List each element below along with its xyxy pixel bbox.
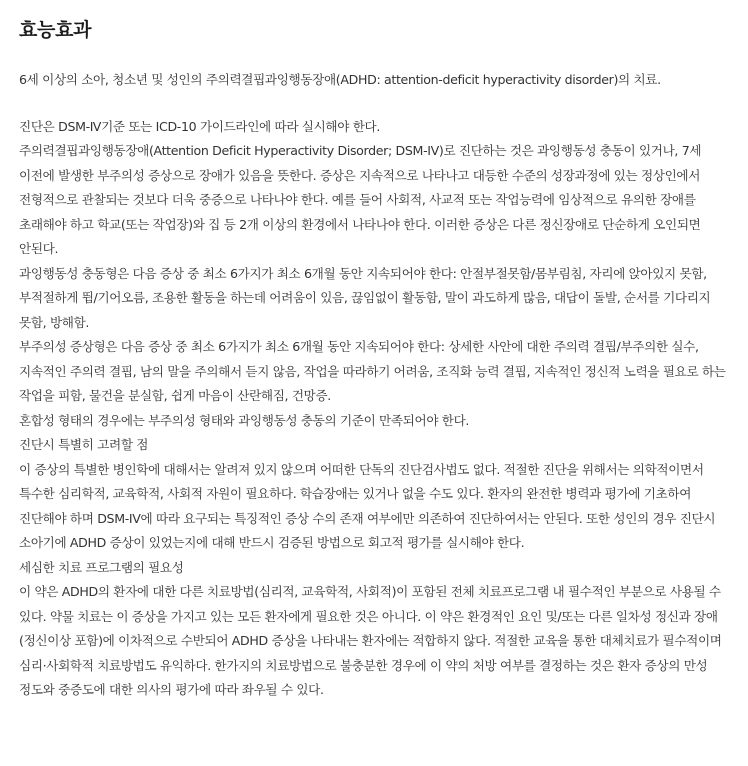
adhd-definition-paragraph: 주의력결핍과잉행동장애(Attention Deficit Hyperactivity Disorder; DSM-IV)로 진단하는 것은 과잉행동성 충동이 있거나, 7세 이전에 발생한 부주의성 증상으로 장애가 있음을 뜻한다. 증상은 지속적으로 나타나고 대등한 수준의 성장과정에 있는 정상인에서 전형적으로 관찰되는 것보다 더욱 중증으로 나타나야 한다. 예를 들어 사회적, 사교적 또는 작업능력에 임상적으로 유의한 장애를 초래해야 하고 학교(또는 작업장)와 집 등 2개 이상의 환경에서 나타나야 한다. 이러한 증상은 다른 정신장애로 단순하게 오인되면 안된다. (19, 143, 702, 256)
combined-type-paragraph: 혼합성 형태의 경우에는 부주의성 형태와 과잉행동성 충동의 기준이 만족되어야 한다. (19, 412, 470, 428)
treatment-program-title: 세심한 치료 프로그램의 필요성 (19, 559, 184, 575)
diagnosis-guideline-paragraph: 진단은 DSM-Ⅳ기준 또는 ICD-10 가이드라인에 따라 실시해야 한다. (19, 118, 381, 134)
hyperactive-type-paragraph: 과잉행동성 충동형은 다음 증상 중 최소 6가지가 최소 6개월 동안 지속되어야 한다: 안절부절못함/몸부림침, 자리에 앉아있지 못함, 부적절하게 뜀/기어오름, 조용한 활동을 하는데 어려움이 있음, 끊임없이 활동함, 말이 과도하게 많음, 대답이 돌발, 순서를 기다리지 못함, 방해함. (19, 265, 711, 330)
section-heading: 효능효과 (19, 19, 92, 41)
efficacy-section (19, 68, 728, 93)
diagnosis-considerations-paragraph: 이 증상의 특별한 병인학에 대해서는 알려져 있지 않으며 어떠한 단독의 진단검사법도 없다. 적절한 진단을 위해서는 의학적이면서 특수한 심리학적, 교육학적, 사회적 자원이 필요하다. 학습장애는 있거나 없을 수도 있다. 환자의 완전한 병력과 평가에 기초하여 진단해야 하며 DSM-IV에 따라 요구되는 특징적인 증상 수의 존재 여부에만 의존하여 진단하여서는 안된다. 또한 성인의 경우 진단시 소아기에 ADHD 증상이 있었는지에 대해 반드시 검증된 방법으로 회고적 평가를 실시해야 한다. (19, 461, 716, 550)
diagnosis-considerations-title: 진단시 특별히 고려할 점 (19, 437, 149, 452)
efficacy-text: 6세 이상의 소아, 청소년 및 성인의 주의력결핍과잉행동장애(ADHD: attention-deficit hyperactivity disorder)의 치료. (19, 72, 661, 87)
treatment-program-paragraph: 이 약은 ADHD의 환자에 대한 다른 치료방법(심리적, 교육학적, 사회적)이 포함된 전체 치료프로그램 내 필수적인 부분으로 사용될 수 있다. 약물 치료는 이 증상을 가지고 있는 모든 환자에게 필요한 것은 아니다. 이 약은 환경적인 요인 및/또는 다른 일차성 정신과 장애(정신이상 포함)에 이차적으로 수반되어 ADHD 증상을 나타내는 환자에는 적합하지 않다. 적절한 교육을 통한 대체치료가 필수적이며 심리·사회학적 치료방법도 유익하다. 한가지의 치료방법으로 불충분한 경우에 이 약의 처방 여부를 결정하는 것은 환자 증상의 만성 정도와 중증도에 대한 의사의 평가에 따라 좌우될 수 있다. (19, 584, 722, 697)
inattentive-type-paragraph: 부주의성 증상형은 다음 증상 중 최소 6가지가 최소 6개월 동안 지속되어야 한다: 상세한 사안에 대한 주의력 결핍/부주의한 실수, 지속적인 주의력 결핍, 남의 말을 주의해서 듣지 않음, 작업을 따라하기 어려움, 조직화 능력 결핍, 지속적인 정신적 노력을 필요로 하는 작업을 피함, 물건을 분실함, 쉽게 마음이 산란해짐, 건망증. (19, 339, 726, 403)
diagnosis-section (19, 115, 728, 703)
